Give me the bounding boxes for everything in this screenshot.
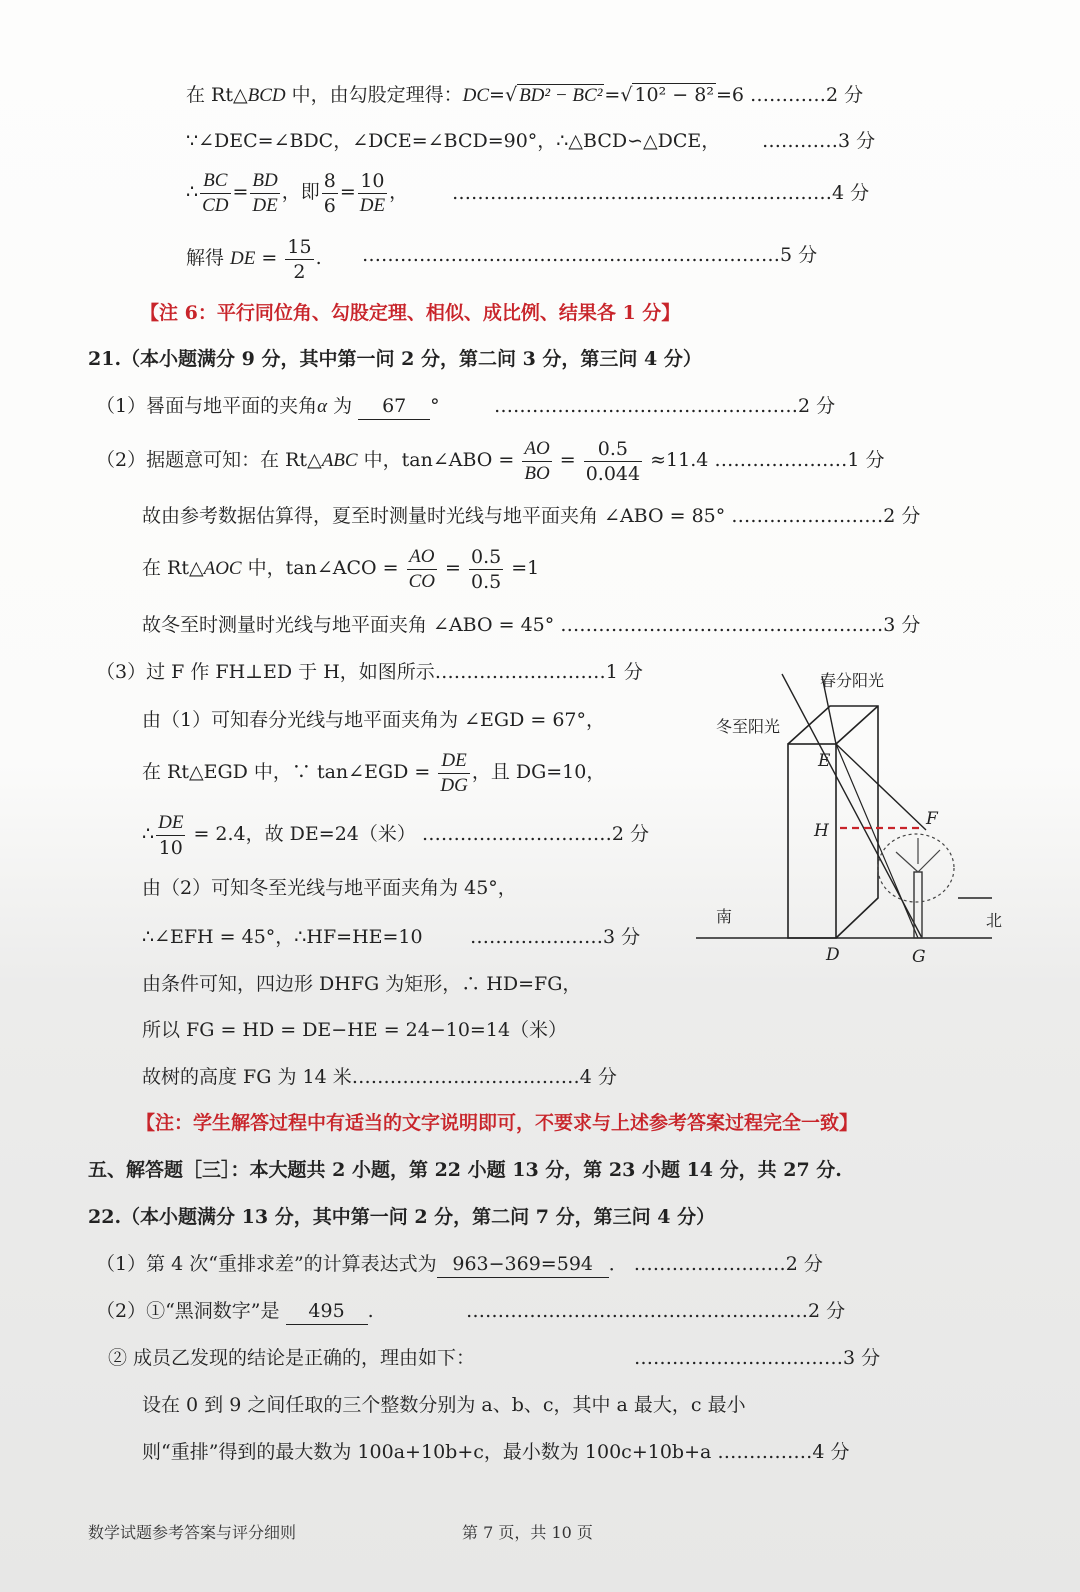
score-dots: …………………………………………………………5 分 [362, 244, 818, 266]
point-f-label: F [926, 809, 938, 829]
section-5-header: 五、解答题［三］：本大题共 2 小题，第 22 小题 13 分，第 23 小题 14 分，共 27 分. [88, 1159, 842, 1181]
q22-setup: 设在 0 到 9 之间任取的三个整数分别为 a、b、c，其中 a 最大，c 最小 [142, 1394, 746, 1416]
score-dots: …………………3 分 [470, 926, 641, 948]
tree-icon [878, 834, 954, 938]
q22-part1: （1）第 4 次“重排求差”的计算表达式为 963−369=594 ． ……………………2 分 [96, 1251, 823, 1278]
q21-winter-angle: 故冬至时测量时光线与地平面夹角 ∠ABO = 45° ……………………………………………3 分 [142, 614, 921, 636]
score-dots: ……………………………3 分 [634, 1347, 881, 1369]
proportion-line: ∴ $\frac{BC}{CD}$ = $\frac{BD}{DE}$ ，即 $\frac{8}{6}$ = $\frac{10}{DE}$ ， [186, 169, 409, 217]
footer-title: 数学试题参考答案与评分细则 [88, 1523, 297, 1542]
q21-part1: （1）晷面与地平面的夹角α 为 67 ° [96, 393, 440, 420]
de-result-line: 解得 DE = $\frac{15}{2}$ . [186, 235, 322, 283]
winter-ray [836, 744, 926, 830]
q22-max-min: 则“重排”得到的最大数为 100a+10b+c，最小数为 100c+10b+a ……………4 分 [142, 1441, 850, 1463]
q21-part2-tan-abo: （2）据题意可知：在 Rt△ABC 中，tan∠ABO = $\frac{AO}{BO}$ = $\frac{0.5}{0.044}$ ≈11.4 …………………1 分 [96, 437, 885, 485]
building-front [788, 744, 836, 938]
q21-de-value: ∴ $\frac{DE}{10}$ = 2.4，故 DE=24（米） …………………………2 分 [142, 811, 650, 859]
q21-winter-recall: 由（2）可知冬至光线与地平面夹角为 45°， [142, 877, 517, 899]
footer-page-number: 第 7 页，共 10 页 [462, 1523, 593, 1542]
score-dots: …………3 分 [762, 130, 876, 152]
q21-efh-angle: ∴∠EFH = 45°，∴HF=HE=10 [142, 926, 423, 948]
spring-sun-label: 春分阳光 [820, 671, 885, 690]
q22-part2-2: ② 成员乙发现的结论是正确的，理由如下： [108, 1347, 476, 1369]
q22-part2-1: （2）①“黑洞数字”是 495 . [96, 1298, 374, 1325]
general-note: 【注：学生解答过程中有适当的文字说明即可，不要求与上述参考答案过程完全一致】 [136, 1112, 859, 1134]
sundial-figure [690, 660, 1020, 980]
point-d-label: D [826, 945, 840, 965]
point-h-label: H [814, 821, 829, 841]
building-top-edge [836, 706, 878, 744]
q21-fg-calc: 所以 FG = HD = DE−HE = 24−10=14（米） [142, 1019, 568, 1041]
question-22-header: 22.（本小题满分 13 分，其中第一问 2 分，第二问 7 分，第三问 4 分） [88, 1206, 716, 1228]
similar-triangles-line: ∵∠DEC=∠BDC，∠DCE=∠BCD=90°，∴△BCD∽△DCE， [186, 130, 721, 152]
score-dots: ………………………………………………2 分 [466, 1300, 846, 1322]
q21-summer-angle: 故由参考数据估算得，夏至时测量时光线与地平面夹角 ∠ABO = 85° ……………………2 分 [142, 505, 921, 527]
score-dots: …………………………………………2 分 [494, 395, 836, 417]
q21-tree-height: 故树的高度 FG 为 14 米………………………………4 分 [142, 1066, 617, 1088]
q21-part3-start: （3）过 F 作 FH⊥ED 于 H，如图所示………………………1 分 [96, 661, 643, 683]
eg-line [836, 744, 918, 938]
q21-spring-angle: 由（1）可知春分光线与地平面夹角为 ∠EGD = 67°， [142, 709, 606, 731]
q21-rectangle: 由条件可知，四边形 DHFG 为矩形，∴ HD=FG， [142, 973, 582, 995]
point-g-label: G [912, 947, 926, 967]
building-side [788, 706, 878, 938]
pythagoras-line: 在 Rt△BCD 中，由勾股定理得：DC=√ BD² − BC² =√ 10² − 8² =6 …………2 分 [186, 84, 864, 106]
score-dots: ……………………………………………………4 分 [452, 182, 870, 204]
south-label: 南 [716, 907, 733, 926]
point-e-label: E [818, 751, 831, 771]
note-6: 【注 6：平行同位角、勾股定理、相似、成比例、结果各 1 分】 [140, 302, 681, 324]
q21-tan-egd: 在 Rt△EGD 中，∵ tan∠EGD = $\frac{DE}{DG}$ ，且 DG=10， [142, 749, 606, 796]
winter-sun-label: 冬至阳光 [716, 717, 781, 736]
north-label: 北 [986, 911, 1003, 930]
question-21-header: 21.（本小题满分 9 分，其中第一问 2 分，第二问 3 分，第三问 4 分） [88, 348, 702, 370]
q21-tan-aco: 在 Rt△AOC 中，tan∠ACO = $\frac{AO}{CO}$ = $\frac{0.5}{0.5}$ =1 [142, 545, 540, 593]
